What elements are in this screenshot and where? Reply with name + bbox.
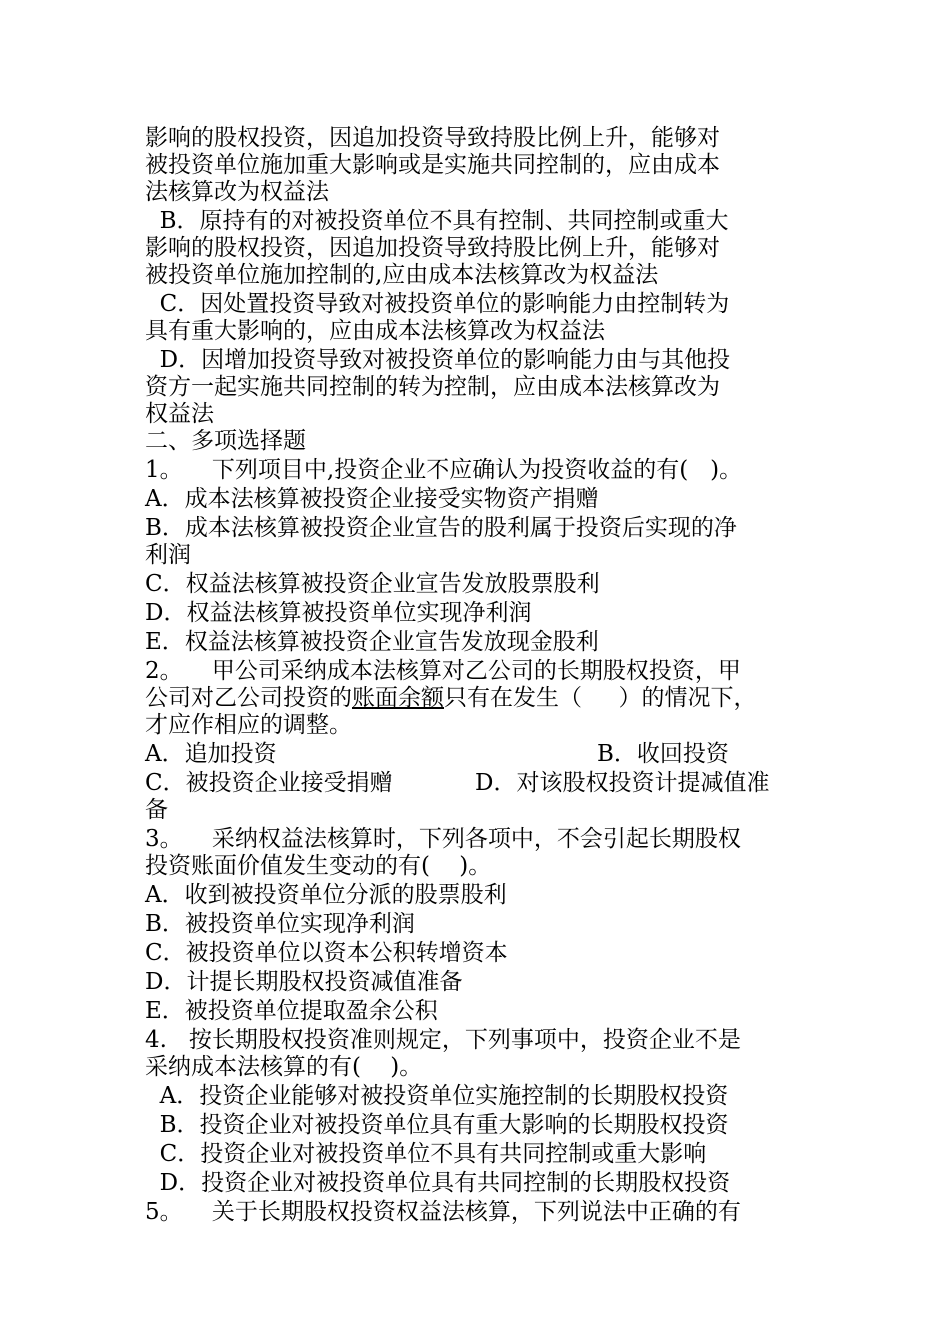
q3-stem-line-1: 3。 采纳权益法核算时，下列各项中，不会引起长期股权 [145,826,741,852]
q4-option-b: B．投资企业对被投资单位具有重大影响的长期股权投资 [145,1112,729,1138]
q2-option-d: D．对该股权投资计提减值准 [475,770,770,796]
option-b-line-2: 影响的股权投资，因追加投资导致持股比例上升，能够对 [145,235,720,261]
q2-stem-line-3: 才应作相应的调整。 [145,712,352,738]
q4-option-a: A．投资企业能够对被投资单位实施控制的长期股权投资 [145,1083,729,1109]
option-c-line-2: 具有重大影响的，应由成本法核算改为权益法 [145,318,605,344]
q2-stem-line-1: 2。 甲公司采纳成本法核算对乙公司的长期股权投资，甲 [145,658,741,684]
option-d-line-3: 权益法 [145,401,214,427]
q2-option-d-continued: 备 [145,797,168,823]
q4-stem-line-2: 采纳成本法核算的有( )。 [145,1054,423,1080]
q2-option-a: A．追加投资 [145,741,277,767]
q3-option-d: D．计提长期股权投资减值准备 [145,969,463,995]
q2-option-c: C．被投资企业接受捐赠 [145,770,393,796]
q2-option-b: B．收回投资 [597,741,729,767]
option-d-line-2: 资方一起实施共同控制的转为控制，应由成本法核算改为 [145,374,720,400]
q1-option-a: A．成本法核算被投资企业接受实物资产捐赠 [145,486,599,512]
q1-option-b-line-1: B．成本法核算被投资企业宣告的股利属于投资后实现的净 [145,515,737,541]
q3-stem-line-2: 投资账面价值发生变动的有( )。 [145,853,492,879]
q2-stem-line-2-post: 只有在发生（ ）的情况下， [444,685,757,711]
option-d-line-1: D．因增加投资导致对被投资单位的影响能力由与其他投 [145,347,731,373]
q3-option-e: E．被投资单位提取盈余公积 [145,998,438,1024]
q4-option-c: C．投资企业对被投资单位不具有共同控制或重大影响 [145,1141,707,1167]
option-b-line-3: 被投资单位施加控制的,应由成本法核算改为权益法 [145,262,659,288]
section-title: 二、多项选择题 [145,428,306,454]
q2-stem-line-2 [145,685,825,712]
option-b-line-1: B．原持有的对被投资单位不具有控制、共同控制或重大 [145,208,729,234]
q2-term-book-balance: 账面余额 [352,685,444,711]
option-a-continued-line-3: 法核算改为权益法 [145,179,329,205]
option-a-continued-line-2: 被投资单位施加重大影响或是实施共同控制的，应由成本 [145,152,720,178]
q2-stem-line-2-pre: 公司对乙公司投资的 [145,685,352,711]
q2-options-row-1 [145,741,825,768]
q1-stem: 1。 下列项目中,投资企业不应确认为投资收益的有( )。 [145,457,743,483]
q4-stem-line-1: 4. 按长期股权投资准则规定，下列事项中，投资企业不是 [145,1027,741,1053]
q2-options-row-2 [145,770,825,797]
q3-option-a: A．收到被投资单位分派的股票股利 [145,882,507,908]
q1-option-e: E．权益法核算被投资企业宣告发放现金股利 [145,629,599,655]
document-body [145,125,825,1226]
q5-stem: 5。 关于长期股权投资权益法核算，下列说法中正确的有 [145,1199,741,1225]
q1-option-d: D．权益法核算被投资单位实现净利润 [145,600,532,626]
option-a-continued-line-1: 影响的股权投资，因追加投资导致持股比例上升，能够对 [145,125,720,151]
option-c-line-1: C．因处置投资导致对被投资单位的影响能力由控制转为 [145,291,730,317]
q1-option-b-line-2: 利润 [145,542,191,568]
q3-option-b: B．被投资单位实现净利润 [145,911,415,937]
q3-option-c: C．被投资单位以资本公积转增资本 [145,940,508,966]
q1-option-c: C．权益法核算被投资企业宣告发放股票股利 [145,571,600,597]
q4-option-d: D．投资企业对被投资单位具有共同控制的长期股权投资 [145,1170,731,1196]
